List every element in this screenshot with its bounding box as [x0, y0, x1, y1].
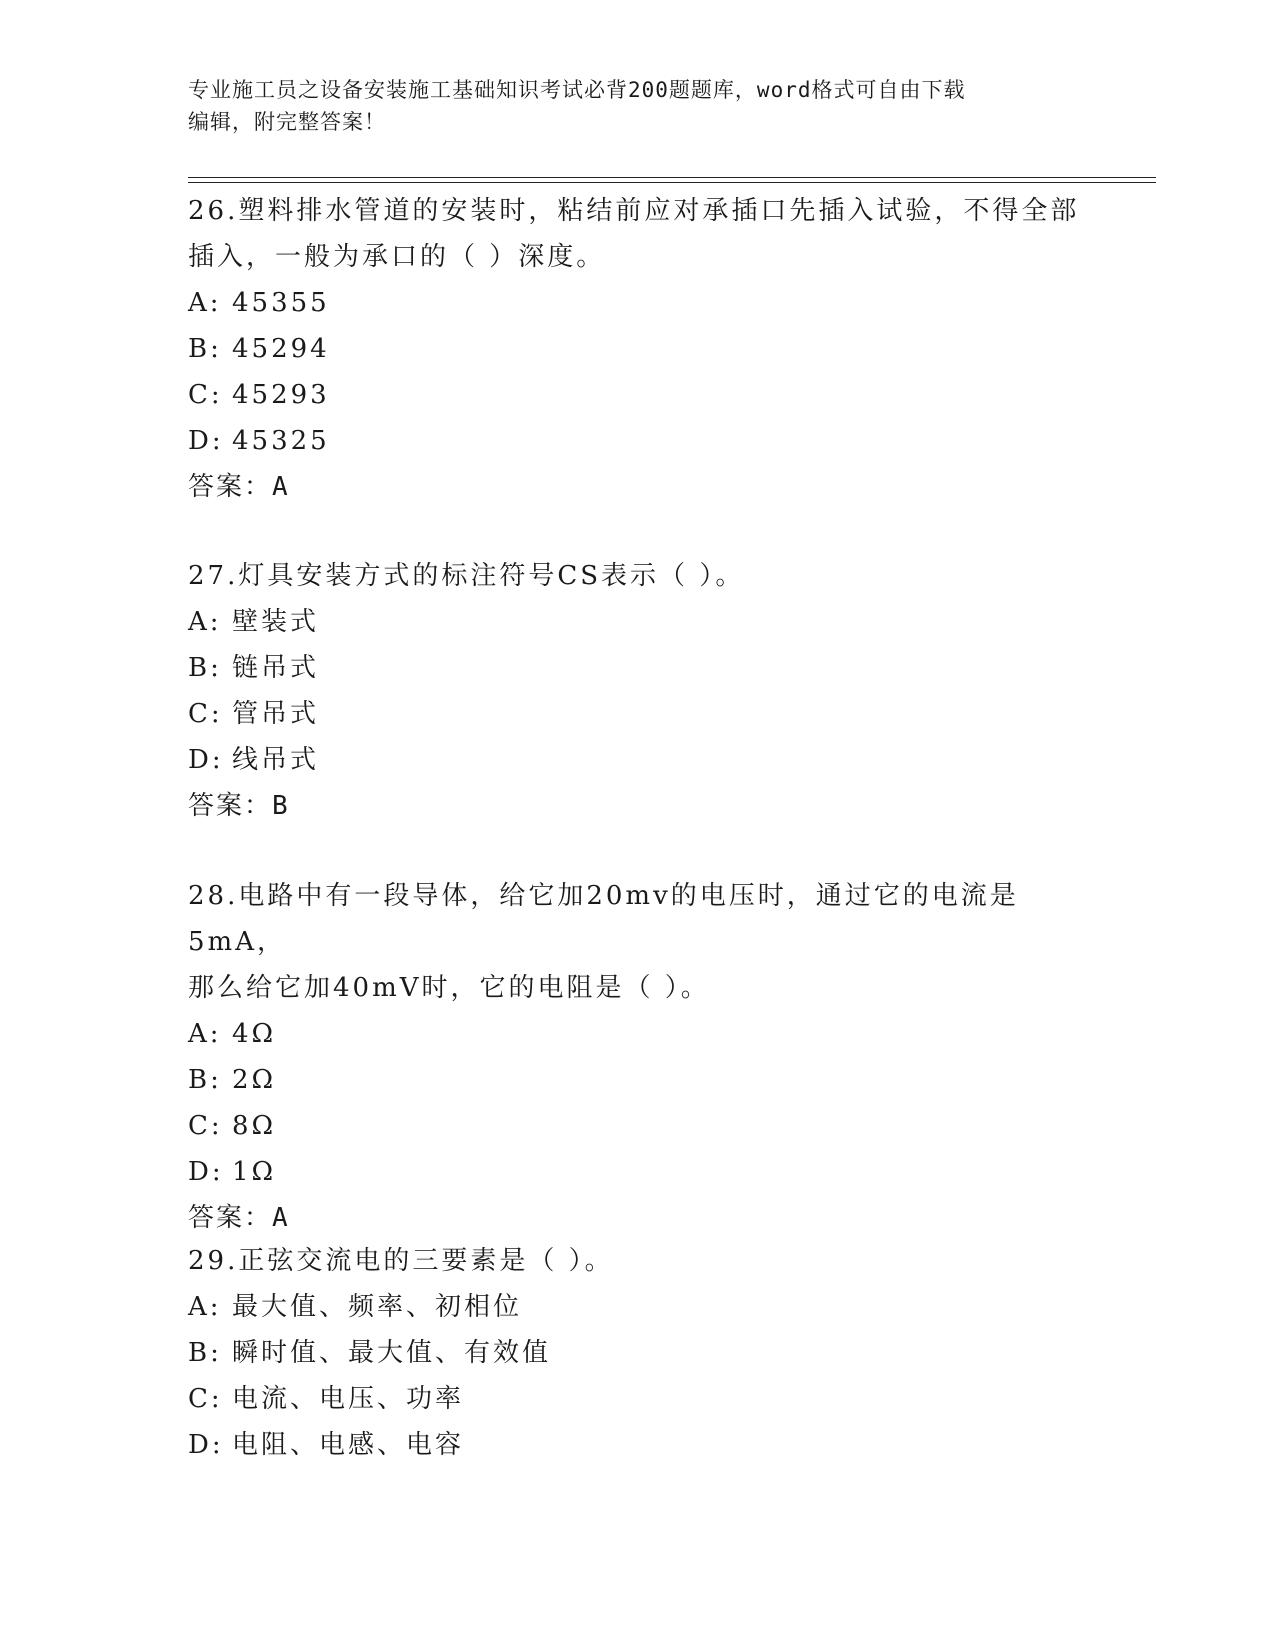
option-c — [188, 1103, 1088, 1149]
option-text: 1Ω — [232, 1157, 277, 1187]
option-text: 45355 — [232, 288, 330, 318]
question-stem-line: 29.正弦交流电的三要素是（ ）。 — [188, 1246, 614, 1276]
option-letter: C: — [188, 380, 223, 410]
option-a — [188, 280, 1088, 326]
option-a — [188, 1284, 1088, 1330]
header-line-1: 专业施工员之设备安装施工基础知识考试必背200题题库，word格式可自由下载 — [188, 78, 966, 102]
option-a — [188, 599, 1088, 645]
option-c — [188, 372, 1088, 418]
header-divider-bottom — [188, 182, 1156, 183]
question-stem-line: 26.塑料排水管道的安装时，粘结前应对承插口先插入试验，不得全部 — [188, 196, 1080, 226]
option-letter: A: — [188, 288, 222, 318]
question-stem-line: 插入，一般为承口的（ ）深度。 — [188, 242, 606, 272]
question-28 — [188, 873, 1088, 1241]
option-text: 管吊式 — [232, 699, 320, 729]
header-divider-top — [188, 177, 1156, 178]
option-d — [188, 418, 1088, 464]
option-text: 链吊式 — [232, 653, 320, 683]
option-text: 45325 — [232, 426, 330, 456]
question-26 — [188, 188, 1088, 510]
option-letter: C: — [188, 1111, 223, 1141]
option-letter: B: — [188, 1065, 222, 1095]
option-d — [188, 1149, 1088, 1195]
option-text: 4Ω — [232, 1019, 277, 1049]
answer: 答案：B — [188, 791, 290, 821]
option-c — [188, 691, 1088, 737]
header-line-2: 编辑，附完整答案！ — [188, 110, 386, 134]
option-text: 电阻、电感、电容 — [232, 1430, 465, 1460]
option-letter: D: — [188, 1157, 224, 1187]
question-29 — [188, 1238, 1088, 1468]
option-text: 45293 — [232, 380, 330, 410]
option-letter: D: — [188, 745, 224, 775]
option-text: 壁装式 — [232, 607, 320, 637]
option-letter: A: — [188, 1292, 222, 1322]
option-letter: B: — [188, 334, 222, 364]
answer: 答案：A — [188, 1203, 290, 1233]
option-text: 8Ω — [232, 1111, 277, 1141]
option-b — [188, 1330, 1088, 1376]
question-stem-line: 28.电路中有一段导体，给它加20mv的电压时，通过它的电流是5mA， — [188, 881, 1019, 957]
answer: 答案：A — [188, 472, 290, 502]
option-letter: B: — [188, 1338, 222, 1368]
question-stem-line: 27.灯具安装方式的标注符号CS表示（ ）。 — [188, 561, 745, 591]
option-letter: D: — [188, 1430, 224, 1460]
question-stem-line: 那么给它加40mV时，它的电阻是（ ）。 — [188, 973, 710, 1003]
option-text: 电流、电压、功率 — [232, 1384, 465, 1414]
option-b — [188, 645, 1088, 691]
option-d — [188, 1422, 1088, 1468]
option-text: 2Ω — [232, 1065, 277, 1095]
option-text: 线吊式 — [232, 745, 320, 775]
question-27 — [188, 553, 1088, 829]
option-letter: B: — [188, 653, 222, 683]
option-letter: C: — [188, 699, 223, 729]
option-c — [188, 1376, 1088, 1422]
option-b — [188, 326, 1088, 372]
option-b — [188, 1057, 1088, 1103]
option-letter: D: — [188, 426, 224, 456]
option-text: 最大值、频率、初相位 — [232, 1292, 523, 1322]
option-d — [188, 737, 1088, 783]
option-letter: C: — [188, 1384, 223, 1414]
option-a — [188, 1011, 1088, 1057]
option-text: 瞬时值、最大值、有效值 — [232, 1338, 552, 1368]
option-letter: A: — [188, 1019, 222, 1049]
option-letter: A: — [188, 607, 222, 637]
option-text: 45294 — [232, 334, 330, 364]
document-header — [188, 74, 1068, 138]
